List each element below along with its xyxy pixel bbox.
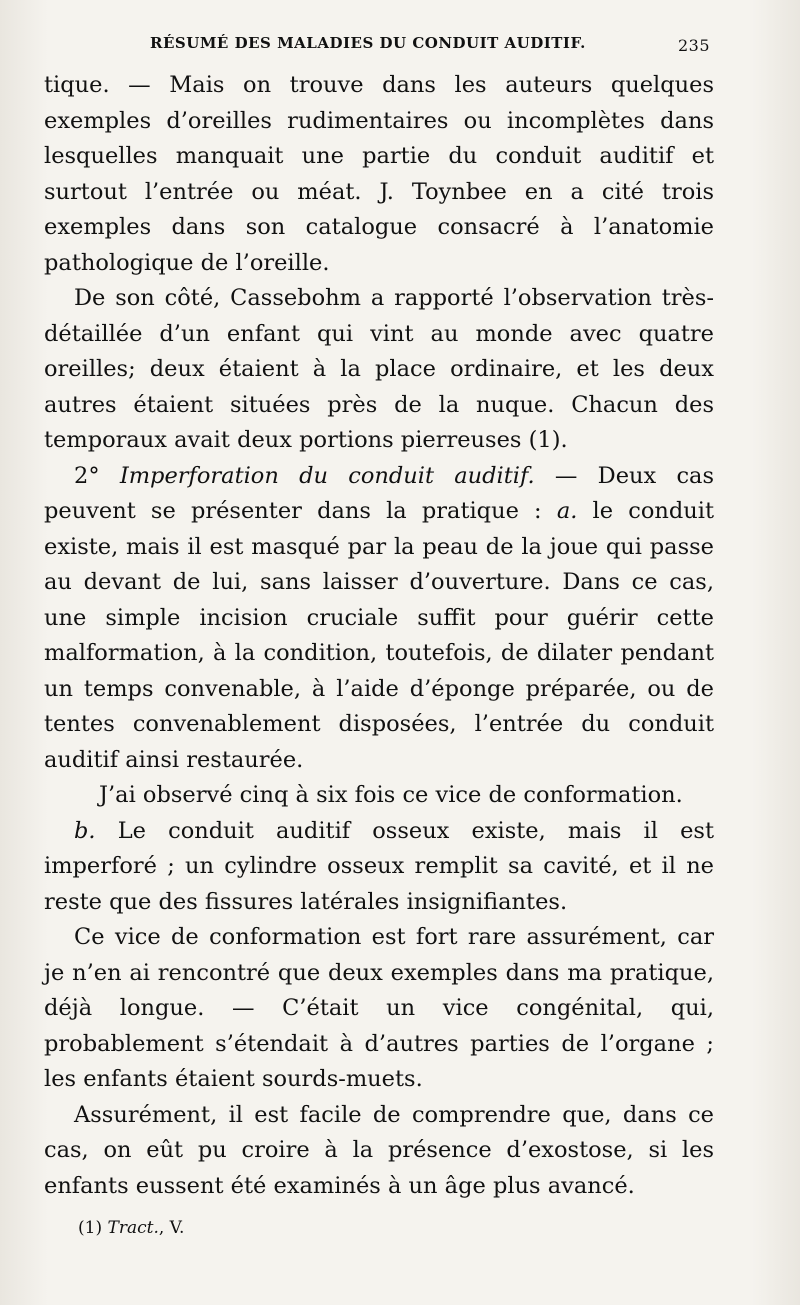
page-number: 235 [677, 36, 710, 55]
paragraph-case-b [44, 814, 714, 921]
footnote-rest: , V. [158, 1218, 185, 1238]
paragraph-rarity: Ce vice de conformation est fort rare assurément, car je n’en ai rencontré que deux exemples dans ma pratique, déjà longue. — C’était un vice congénital, qui, probablement s’étendait à d’autres parties de l’organe ; les enfants étaient sourds-muets. [44, 924, 714, 1092]
page-header [150, 34, 710, 62]
section-number: 2° [74, 462, 100, 489]
case-b-text: Le conduit auditif osseux existe, mais il est imperforé ; un cylindre osseux remplit sa cavité, et il ne reste que des fissures latérales insignifiantes. [44, 817, 714, 915]
section-text-a: — Deux cas peuvent se présenter dans la pratique : [44, 462, 715, 524]
running-title: RÉSUMÉ DES MALADIES DU CONDUIT AUDITIF. [150, 34, 586, 52]
paragraph-continuation: tique. — Mais on trouve dans les auteurs quelques exemples d’oreilles rudimentaires ou incomplètes dans lesquelles manquait une partie du conduit auditif et surtout l’entrée ou méat. J. Toynbee en a cité trois exemples dans son catalogue consacré à l’anatomie pathologique de l’oreille. [44, 72, 714, 276]
main-text [44, 68, 714, 1204]
case-letter-b: b. [74, 817, 96, 844]
paragraph-observation: J’ai observé cinq à six fois ce vice de conformation. [99, 782, 683, 808]
section-text-b: le conduit existe, mais il est masqué par la peau de la joue qui passe au devant de lui, sans laisser d’ouverture. Dans ce cas, une simple incision cruciale suffit pour guérir cette malformation, à la condition, toutefois, de dilater pendant un temps convenable, à l’aide d’éponge préparée, ou de tentes convenablement disposées, l’entrée du conduit auditif ainsi restaurée. [44, 498, 715, 773]
paragraph-conclusion: Assurément, il est facile de comprendre que, dans ce cas, on eût pu croire à la présence d’exostose, si les enfants eussent été examinés à un âge plus avancé. [44, 1101, 714, 1199]
section-title: Imperforation du conduit auditif. [119, 462, 535, 489]
footnote [78, 1218, 184, 1238]
paragraph-imperforation [44, 459, 714, 779]
footnote-marker: (1) [78, 1218, 103, 1238]
footnote-reference: Tract. [107, 1218, 159, 1238]
paragraph-cassebohm: De son côté, Cassebohm a rapporté l’observation très-détaillée d’un enfant qui vint au monde avec quatre oreilles; deux étaient à la place ordinaire, et les deux autres étaient situées près de la nuque. Chacun des temporaux avait deux portions pierreuses (1). [44, 285, 714, 453]
case-letter-a: a. [556, 498, 578, 524]
